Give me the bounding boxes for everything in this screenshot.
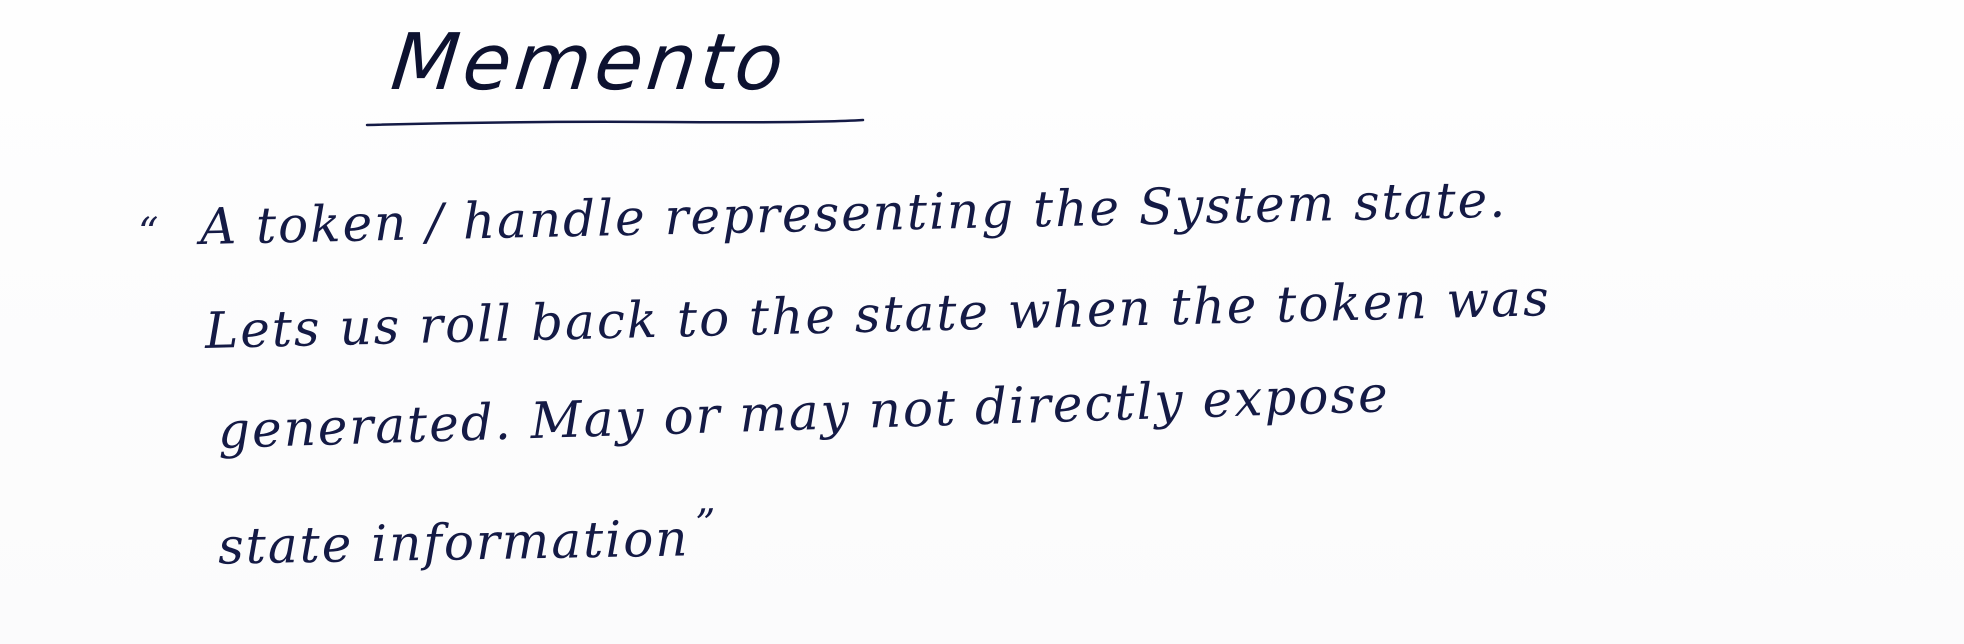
page-title: Memento <box>387 18 792 108</box>
quote-line-4 <box>217 501 718 575</box>
close-quote-mark: ” <box>694 501 719 548</box>
title-underline <box>365 118 865 128</box>
quote-line-2: Lets us roll back to the state when the token was <box>204 269 1552 360</box>
quote-line-3: generated. May or may not directly expose <box>217 365 1391 460</box>
open-quote-mark: “ <box>138 210 159 256</box>
quote-line-4-text: state information <box>217 509 690 576</box>
quote-line-1: A token / handle representing the System state. <box>199 170 1508 256</box>
